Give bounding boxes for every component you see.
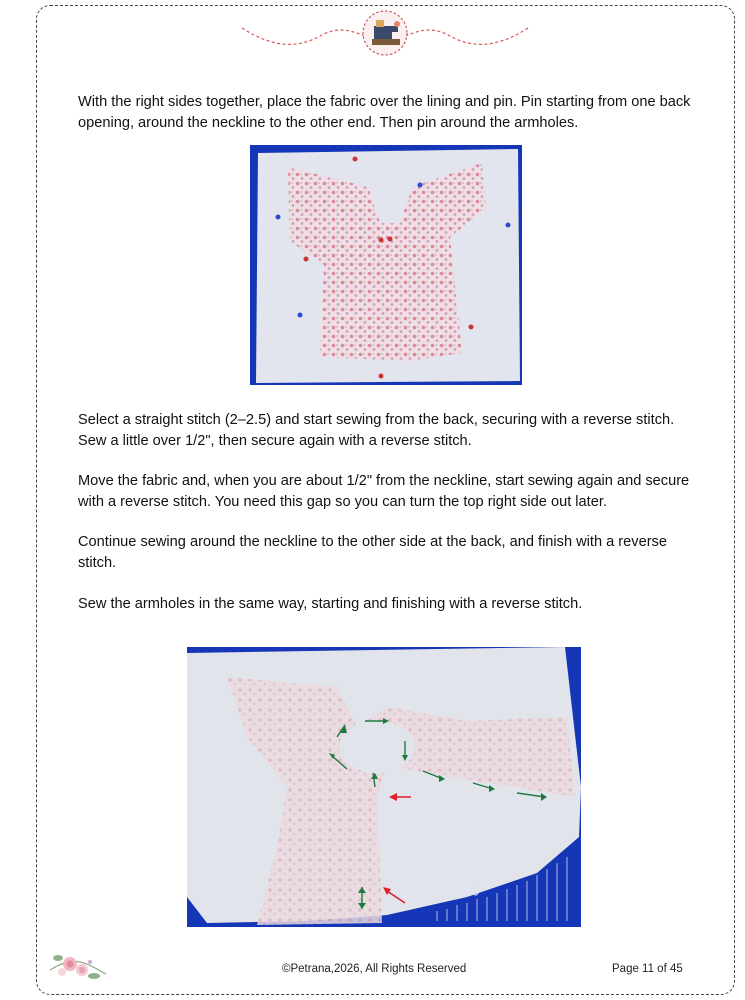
paragraph-straight-stitch: Select a straight stitch (2–2.5) and start sewing from the back, securing with a reverse stitch. Sew a little over 1/2", then secure again with a reverse stitch.	[78, 412, 675, 449]
paragraph-continue-neckline: Continue sewing around the neckline to the other side at the back, and finish with a reverse stitch.	[78, 534, 667, 571]
paragraph-pinning: With the right sides together, place the fabric over the lining and pin. Pin starting from one back opening, around the neckline to the other end. Then pin around the armholes.	[78, 94, 691, 131]
photo-stitch-directions	[187, 647, 581, 927]
ruler-number: 20	[465, 884, 479, 898]
floral-logo	[46, 940, 110, 986]
footer-page-number: Page 11 of 45	[612, 963, 683, 975]
paragraph-armholes: Sew the armholes in the same way, starting and finishing with a reverse stitch.	[78, 596, 583, 612]
header-sewing-machine-ornament	[240, 6, 530, 58]
photo-pinned-fabric	[250, 145, 522, 385]
paragraph-move-fabric: Move the fabric and, when you are about 1/2" from the neckline, start sewing again and secure with a reverse stitch. You need this gap so you can turn the top right side out later.	[78, 473, 690, 510]
footer-copyright: ©Petrana,2026, All Rights Reserved	[282, 963, 467, 975]
